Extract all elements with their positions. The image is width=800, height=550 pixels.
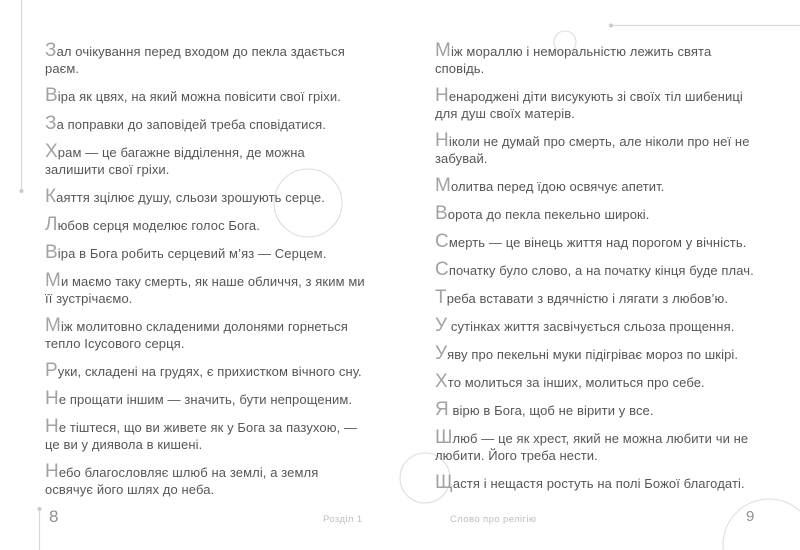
aphorism-initial-letter: Щ	[435, 472, 453, 493]
aphorism-initial-letter: Р	[45, 360, 58, 381]
aphorism: Не тіштеся, що ви живете як у Бога за пазухою, — це ви у диявола в кишені.	[45, 416, 358, 452]
aphorism-initial-letter: Т	[435, 287, 447, 308]
aphorism: Щастя і нещастя ростуть на полі Божої благодаті.	[435, 472, 745, 493]
aphorism-initial-letter: С	[435, 259, 449, 280]
aphorism: Хто молиться за інших, молиться про себе.	[435, 371, 705, 392]
top-left-line-end-dot	[20, 189, 24, 193]
aphorism-initial-letter: Х	[435, 371, 448, 392]
aphorism: Шлюб — це як хрест, який не можна любити чи не любити. Його треба нести.	[435, 427, 749, 463]
top-right-line-start-dot	[609, 24, 613, 28]
bottom-left-line-start-dot	[38, 507, 42, 511]
aphorism: Між молитовно складеними долонями горнеться тепло Ісусового серця.	[45, 315, 348, 351]
aphorism: Ніколи не думай про смерть, але ніколи про неї не забувай.	[435, 130, 750, 166]
aphorism: Спочатку було слово, а на початку кінця буде плач.	[435, 259, 754, 280]
aphorism-initial-letter: Н	[45, 416, 59, 437]
aphorism: Руки, складені на грудях, є прихистком вічного сну.	[45, 360, 362, 381]
left-page-number: 8	[49, 507, 59, 526]
aphorism: Смерть — це вінець життя над порогом у вічність.	[435, 231, 747, 252]
aphorism: Ненароджені діти висукують зі своїх тіл шибениці для душ своїх матерів.	[435, 85, 743, 121]
aphorism-initial-letter: В	[435, 203, 448, 224]
aphorism-initial-letter: Н	[435, 85, 449, 106]
left-page-footer-label: Розділ 1	[323, 514, 363, 525]
aphorism-initial-letter: З	[45, 40, 57, 61]
aphorism-initial-letter: Х	[45, 141, 58, 162]
aphorism: Віра як цвях, на який можна повісити свої гріхи.	[45, 85, 341, 106]
aphorism-initial-letter: Я	[435, 399, 449, 420]
aphorism: Ворота до пекла пекельно широкі.	[435, 203, 650, 224]
aphorism-initial-letter: В	[45, 242, 58, 263]
aphorism-initial-letter: У	[435, 315, 448, 336]
aphorism-initial-letter: Л	[45, 214, 58, 235]
aphorism: За поправки до заповідей треба сповідатися.	[45, 113, 326, 134]
aphorism: Храм — це багажне відділення, де можна залишити свої гріхи.	[45, 141, 305, 177]
left-page-text-column	[45, 42, 367, 508]
aphorism: Любов серця моделює голос Бога.	[45, 214, 260, 235]
aphorism-initial-letter: Н	[45, 388, 59, 409]
aphorism: Каяття зцілює душу, сльози зрошують серце.	[45, 186, 325, 207]
right-page-footer-label: Слово про релігію	[450, 514, 537, 525]
aphorism-initial-letter: М	[45, 270, 61, 291]
aphorism: У сутінках життя засвічується сльоза прощення.	[435, 315, 735, 336]
aphorism-initial-letter: С	[435, 231, 449, 252]
right-page-number: 9	[746, 508, 755, 525]
aphorism-initial-letter: В	[45, 85, 58, 106]
aphorism: Ми маємо таку смерть, як наше обличчя, з яким ми її зустрічаємо.	[45, 270, 365, 306]
page-number-circle-ornament	[723, 499, 800, 550]
aphorism: Треба вставати з вдячністю і лягати з любов’ю.	[435, 287, 729, 308]
aphorism-initial-letter: М	[45, 315, 61, 336]
aphorism: Небо благословляє шлюб на землі, а земля освячує його шлях до неба.	[45, 461, 319, 497]
aphorism-initial-letter: Н	[435, 130, 449, 151]
aphorism: Уяву про пекельні муки підігріває мороз по шкірі.	[435, 343, 739, 364]
aphorism-initial-letter: З	[45, 113, 57, 134]
right-page-text-column	[435, 42, 761, 502]
aphorism-initial-letter: М	[435, 175, 451, 196]
aphorism-initial-letter: У	[435, 343, 448, 364]
aphorism: Я вірю в Бога, щоб не вірити у все.	[435, 399, 654, 420]
aphorism-initial-letter: М	[435, 40, 451, 61]
aphorism-initial-letter: Ш	[435, 427, 453, 448]
aphorism: Віра в Бога робить серцевий м’яз — Серцем.	[45, 242, 327, 263]
aphorism-initial-letter: Н	[45, 461, 59, 482]
aphorism-initial-letter: К	[45, 186, 57, 207]
aphorism: Між мораллю і неморальністю лежить свята сповідь.	[435, 40, 712, 76]
aphorism: Молитва перед їдою освячує апетит.	[435, 175, 665, 196]
aphorism: Зал очікування перед входом до пекла здається раєм.	[45, 40, 345, 76]
aphorism: Не прощати іншим — значить, бути непрощеним.	[45, 388, 353, 409]
